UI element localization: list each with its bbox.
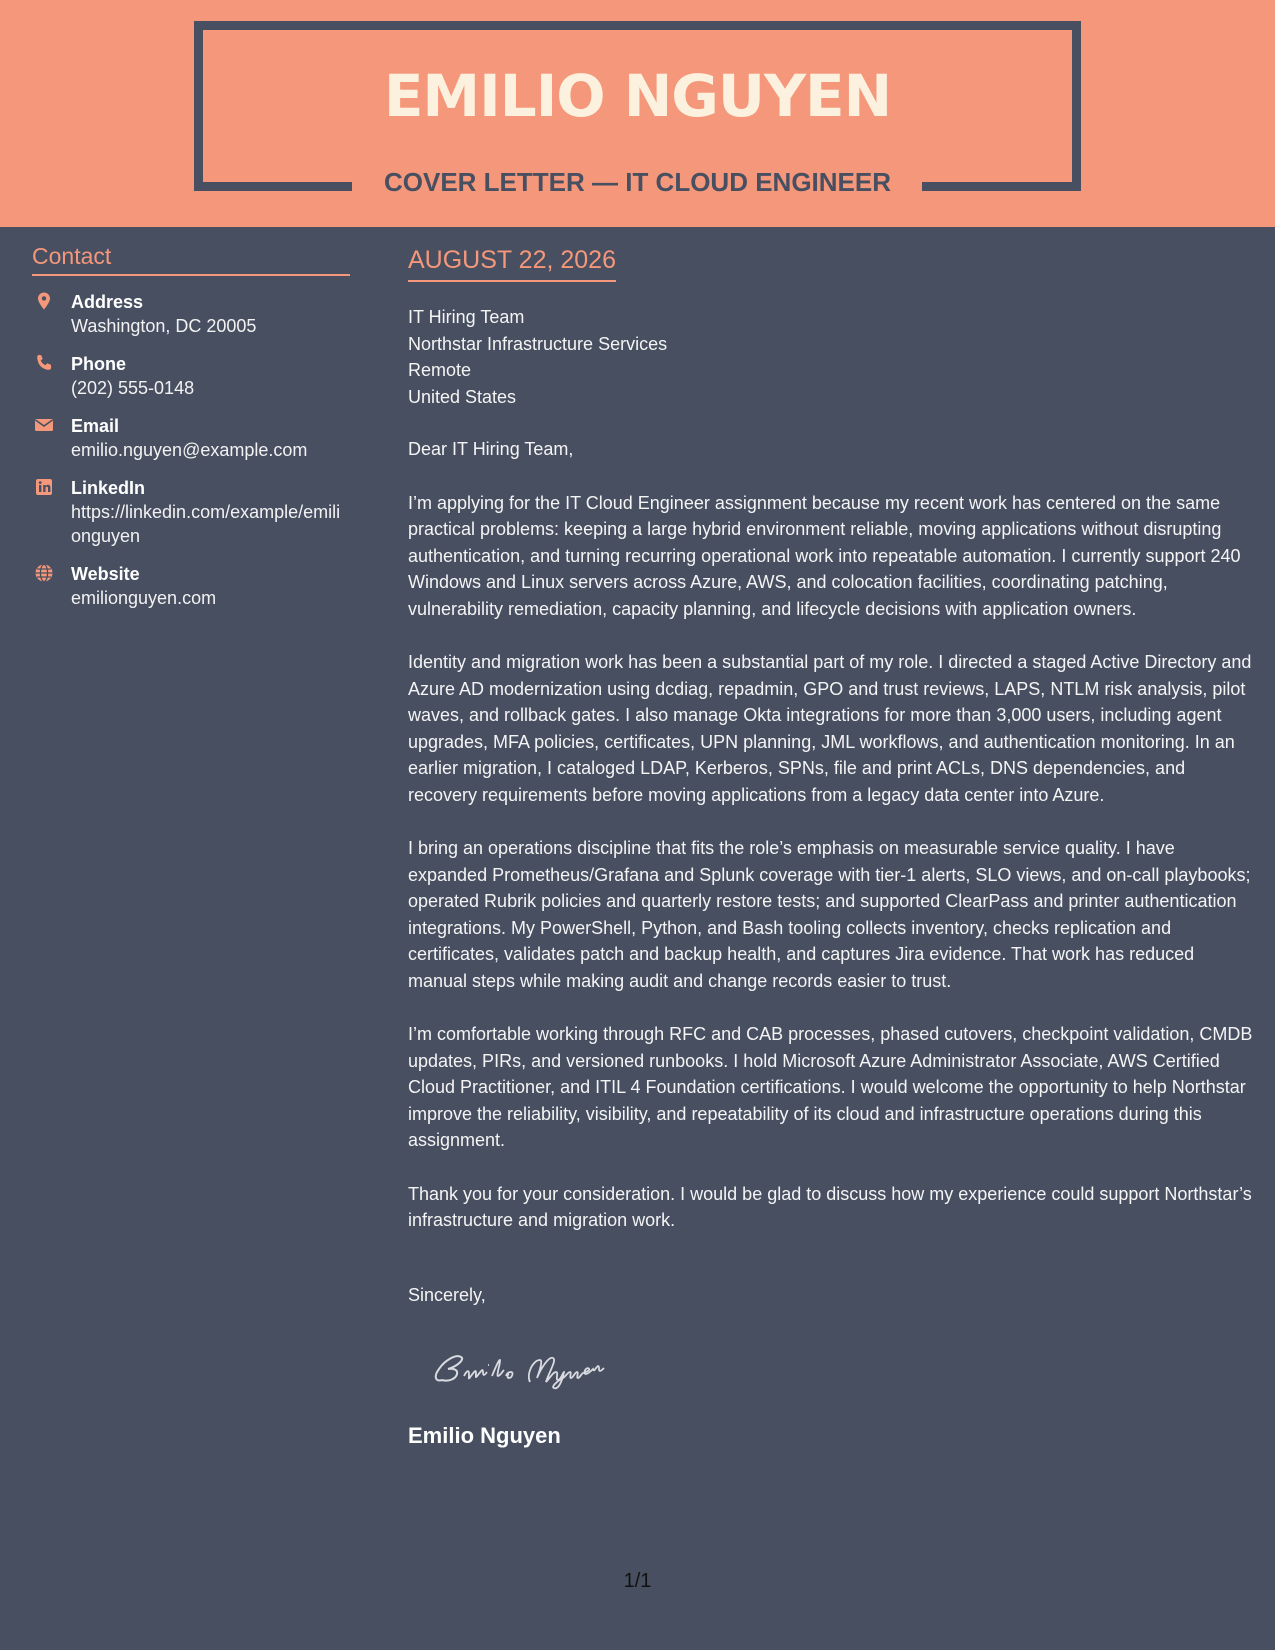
letter-body	[408, 246, 1253, 1449]
contact-label: LinkedIn	[71, 478, 146, 498]
contact-value: emilio.nguyen@example.com	[71, 440, 308, 460]
paragraph: I’m applying for the IT Cloud Engineer assignment because my recent work has centered on the same practical problems: keeping a large hybrid environment reliable, moving applications without disrupting authentication, and turning recurring operational work into repeatable automation. I currently support 240 Windows and Linux servers across Azure, AWS, and colocation facilities, coordinating patching, vulnerability remediation, capacity planning, and lifecycle decisions with application owners.	[408, 492, 1241, 619]
linkedin-icon	[34, 477, 54, 497]
contact-sidebar	[32, 243, 352, 610]
contact-label: Email	[71, 416, 120, 436]
page-number: 1/1	[623, 1570, 652, 1592]
contact-value[interactable]: emilionguyen.com	[71, 588, 217, 608]
recipient-line: IT Hiring Team	[408, 307, 525, 327]
contact-label: Website	[71, 564, 140, 584]
recipient-line: Remote	[408, 360, 472, 380]
signature-image	[424, 1336, 1253, 1401]
recipient-line: United States	[408, 386, 517, 407]
letter-date: AUGUST 22, 2026	[408, 246, 616, 282]
contact-address	[32, 290, 352, 338]
map-pin-icon	[34, 291, 54, 311]
paragraph: I bring an operations discipline that fits the role’s emphasis on measurable service quality. I have expanded Prometheus/Grafana and Splunk coverage with tier-1 alerts, SLO views, and on-call playbooks; operated Rubrik policies and quarterly restore tests; and supported ClearPass and printer authentication integrations. My PowerShell, Python, and Bash tooling collects inventory, checks replication and certificates, validates patch and backup health, and captures Jira evidence. That work has reduced manual steps while making audit and change records easier to trust.	[408, 838, 1251, 991]
contact-value: (202) 555-0148	[71, 378, 195, 398]
contact-linkedin	[32, 476, 352, 548]
salutation: Dear IT Hiring Team,	[408, 439, 574, 459]
contact-phone	[32, 352, 352, 400]
contact-heading: Contact	[32, 243, 350, 276]
contact-label: Address	[71, 292, 144, 312]
contact-value: Washington, DC 20005	[71, 316, 257, 336]
contact-email	[32, 414, 352, 462]
recipient-line: Northstar Infrastructure Services	[408, 333, 668, 354]
contact-label: Phone	[71, 354, 127, 374]
header-banner	[0, 0, 1275, 227]
envelope-icon	[34, 415, 54, 435]
applicant-name: EMILIO NGUYEN	[383, 62, 892, 130]
contact-website	[32, 562, 352, 610]
globe-icon	[34, 563, 54, 583]
phone-icon	[34, 353, 54, 373]
closing: Sincerely,	[408, 1284, 486, 1305]
document-subtitle: COVER LETTER — IT CLOUD ENGINEER	[383, 167, 892, 197]
paragraph: Identity and migration work has been a substantial part of my role. I directed a staged Active Directory and Azure AD modernization using dcdiag, repadmin, GPO and trust reviews, LAPS, NTLM risk analysis, pilot waves, and rollback gates. I also manage Okta integrations for more than 3,000 users, including agent upgrades, MFA policies, certificates, UPN planning, JML workflows, and authentication monitoring. In an earlier migration, I cataloged LDAP, Kerberos, SPNs, file and print ACLs, DNS dependencies, and recovery requirements before moving applications from a legacy data center into Azure.	[408, 652, 1252, 805]
paragraph: Thank you for your consideration. I would be glad to discuss how my experience could support Northstar’s infrastructure and migration work.	[408, 1183, 1252, 1230]
contact-value[interactable]: https://linkedin.com/example/emilionguyen	[71, 502, 341, 546]
signer-name: Emilio Nguyen	[408, 1422, 561, 1448]
paragraph: I’m comfortable working through RFC and CAB processes, phased cutovers, checkpoint validation, CMDB updates, PIRs, and versioned runbooks. I hold Microsoft Azure Administrator Associate, AWS Certified Cloud Practitioner, and ITIL 4 Foundation certifications. I would welcome the opportunity to help Northstar improve the reliability, visibility, and repeatability of its cloud and infrastructure operations during this assignment.	[408, 1024, 1253, 1150]
recipient-block	[408, 304, 1253, 410]
